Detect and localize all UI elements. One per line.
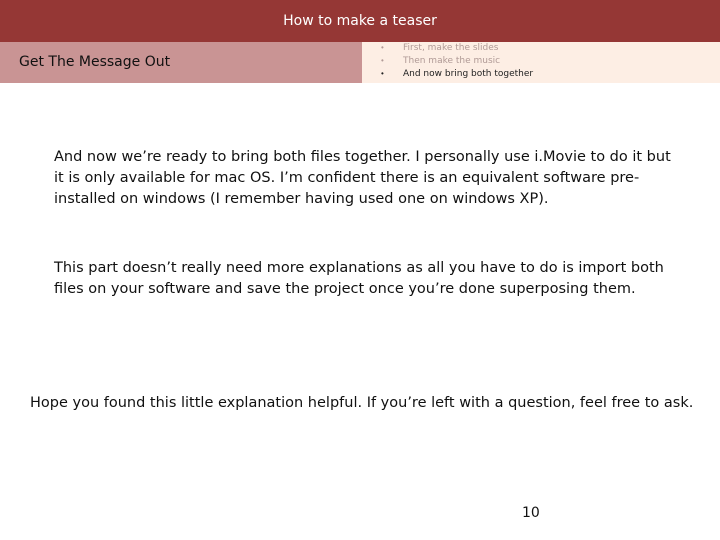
- slide-title: How to make a teaser: [283, 13, 437, 29]
- page-number: 10: [522, 505, 540, 521]
- closing-paragraph: Hope you found this little explanation helpful. If you’re left with a question, feel free to ask.: [30, 395, 694, 411]
- bullet-icon: •: [381, 69, 384, 78]
- section-label: Get The Message Out: [19, 54, 171, 70]
- body-paragraph-1: And now we’re ready to bring both files together. I personally use i.Movie to do it but it is only available for mac OS. I’m confident there is an equivalent software pre-installed on windows (I remember having used one on windows XP).: [54, 149, 671, 207]
- outline-box: [362, 42, 720, 83]
- bullet-icon: •: [381, 43, 384, 52]
- outline-item-label: First, make the slides: [403, 43, 499, 53]
- body-paragraph-2: This part doesn’t really need more explanations as all you have to do is import both files on your software and save the project once you’re done superposing them.: [54, 260, 664, 297]
- bullet-icon: •: [381, 56, 384, 65]
- section-label-box: [0, 42, 362, 83]
- title-bar: [0, 0, 720, 42]
- outline-item-label: Then make the music: [403, 56, 501, 66]
- outline-item-label: And now bring both together: [403, 69, 534, 79]
